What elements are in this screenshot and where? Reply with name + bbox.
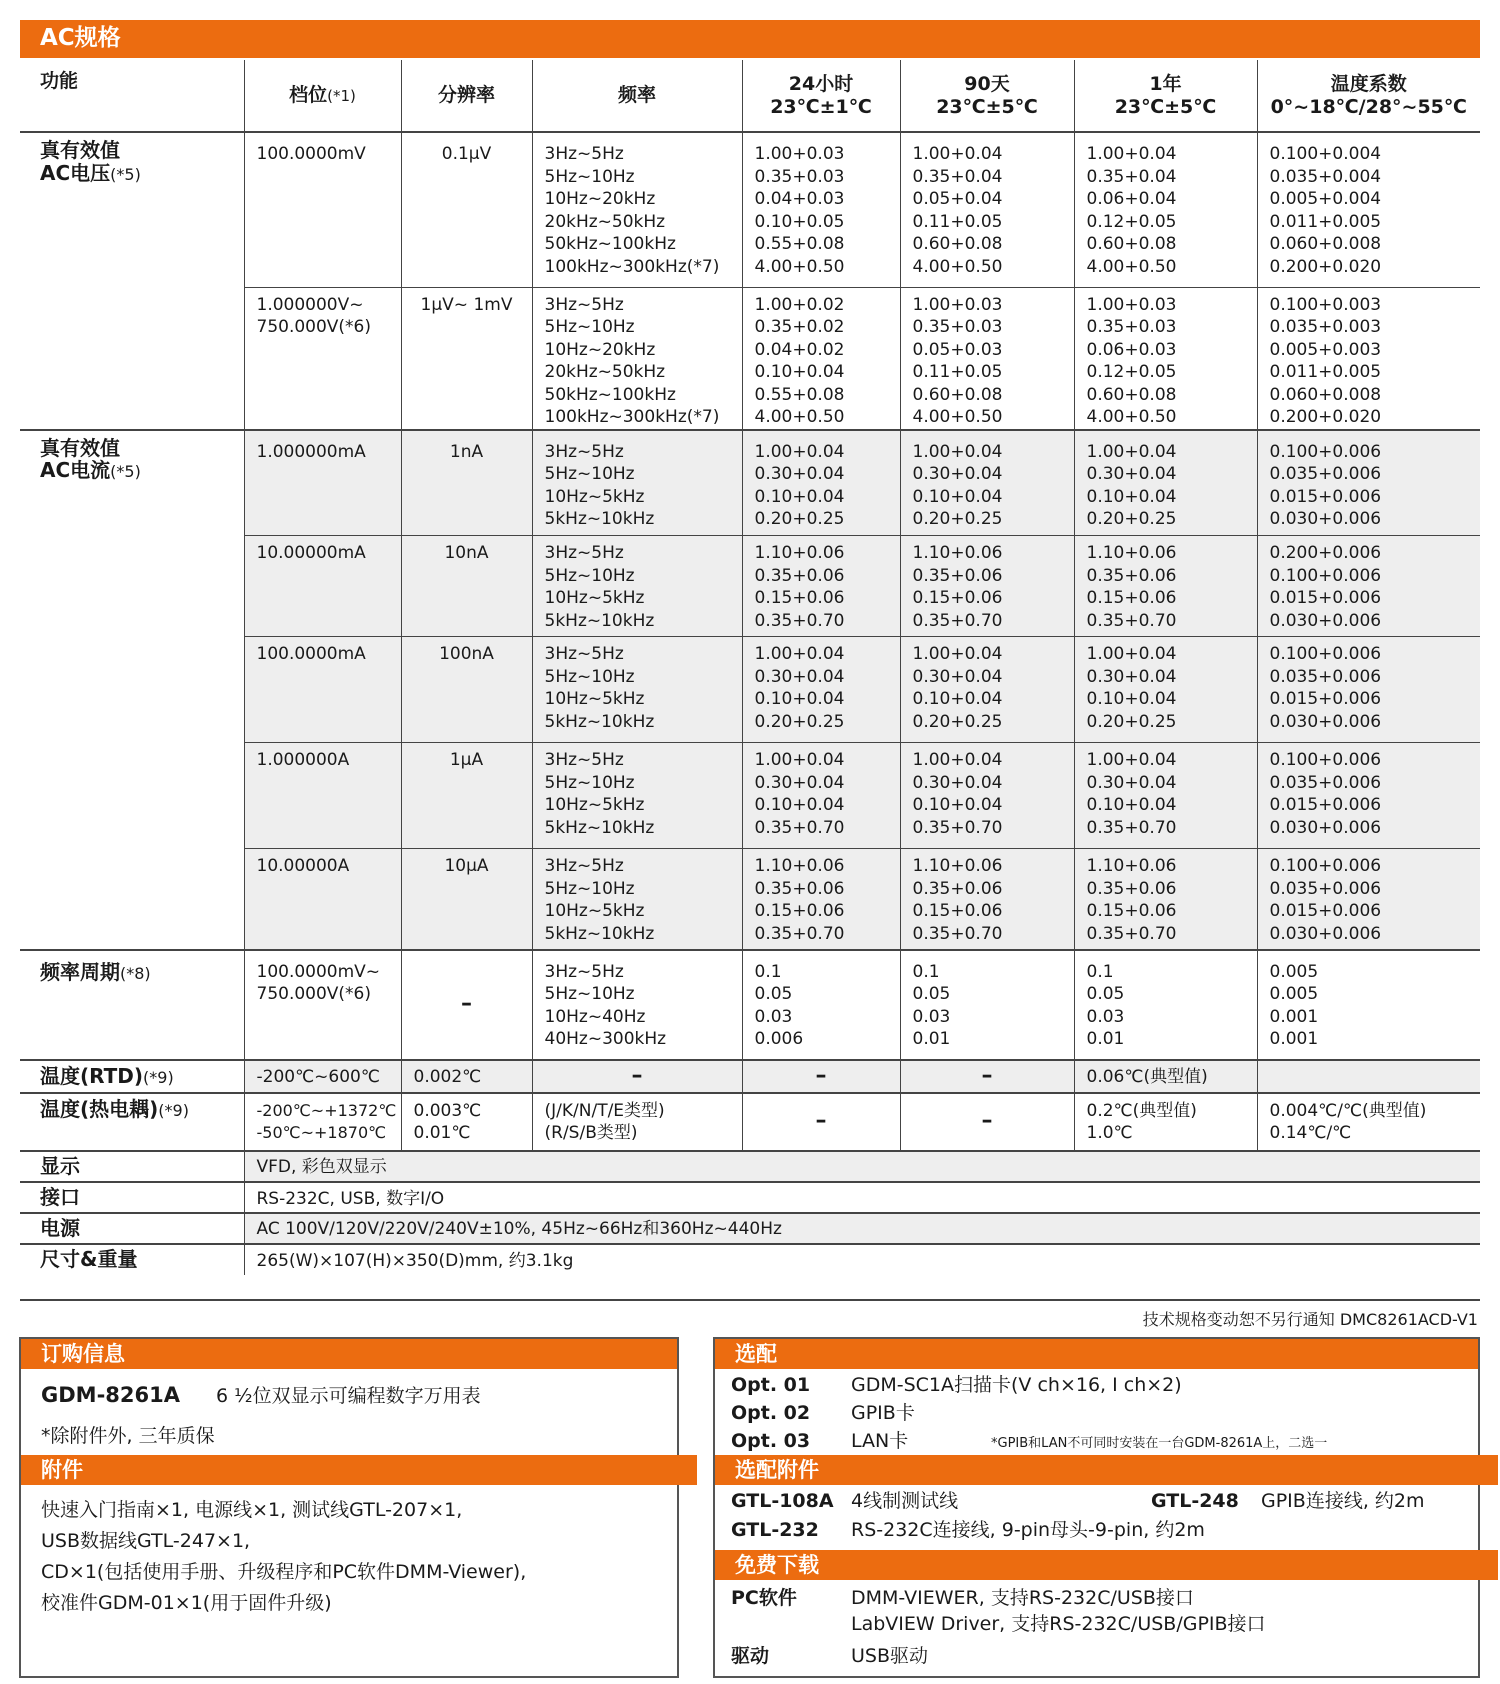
download-pc-lines (851, 1585, 1266, 1637)
options-list (731, 1371, 1471, 1458)
header-range-note: (*1) (327, 86, 356, 105)
cell-resolution: 0.003℃ 0.01℃ (401, 1093, 532, 1151)
cell-1y: 0.2℃(典型值) 1.0℃ (1074, 1093, 1257, 1151)
download-pc (731, 1585, 1471, 1637)
ac-spec-table (20, 60, 1480, 1275)
download-pc-line: DMM-VIEWER, 支持RS-232C/USB接口 (851, 1587, 1194, 1609)
cell-resolution: 0.002℃ (401, 1060, 532, 1093)
cell-24h: 1.00+0.04 0.30+0.04 0.10+0.04 0.35+0.70 (742, 743, 900, 849)
table-row (20, 1060, 1480, 1093)
func-freq-note: (*8) (120, 963, 151, 983)
cell-90d: 1.00+0.03 0.35+0.03 0.05+0.03 0.11+0.05 0.60+0.08 4.00+0.50 (900, 287, 1074, 430)
cell-resolution: 1μA (401, 743, 532, 849)
general-row-power (20, 1213, 1480, 1244)
cell-range: 1.000000mA (244, 430, 401, 536)
download-driver-label: 驱动 (731, 1645, 770, 1667)
cell-temp: 0.100+0.006 0.035+0.006 0.015+0.006 0.030+0.006 (1257, 743, 1480, 849)
cell-1y: 1.00+0.03 0.35+0.03 0.06+0.03 0.12+0.05 0.60+0.08 4.00+0.50 (1074, 287, 1257, 430)
general-row-display (20, 1151, 1480, 1182)
cell-range: 10.00000A (244, 849, 401, 950)
func-freq-period (20, 950, 244, 1060)
header-1y (1074, 60, 1257, 132)
download-list (731, 1585, 1471, 1669)
header-temp-l1: 温度系数 (1330, 73, 1407, 95)
func-aci-note: (*5) (110, 462, 141, 481)
header-90d (900, 60, 1074, 132)
general-label: 接口 (40, 1184, 80, 1209)
cell-24h: – (742, 1060, 900, 1093)
cell-range: 1.000000A (244, 743, 401, 849)
cell-resolution: 10nA (401, 536, 532, 637)
cell-temp: 0.100+0.006 0.035+0.006 0.015+0.006 0.030+0.006 (1257, 430, 1480, 536)
accessory-line: USB数据线GTL-247×1, (41, 1530, 251, 1552)
func-aci (20, 430, 244, 950)
cell-1y: 0.06℃(典型值) (1074, 1060, 1257, 1093)
cell-range: 10.00000mA (244, 536, 401, 637)
table-row (20, 430, 1480, 536)
option-desc: GDM-SC1A扫描卡(V ch×16, I ch×2) (851, 1374, 1182, 1396)
header-90d-l2: 23℃±5℃ (936, 95, 1038, 118)
opt-acc-title: 选配附件 (715, 1455, 1498, 1485)
header-frequency: 频率 (532, 60, 742, 132)
func-acv (20, 132, 244, 430)
cell-90d: 1.10+0.06 0.35+0.06 0.15+0.06 0.35+0.70 (900, 536, 1074, 637)
accessory-line: CD×1(包括使用手册、升级程序和PC软件DMM-Viewer), (41, 1561, 527, 1583)
cell-resolution: – (401, 950, 532, 1060)
func-rtd (20, 1060, 244, 1093)
header-1y-l1: 1年 (1149, 73, 1182, 95)
general-row-size (20, 1244, 1480, 1275)
options-title: 选配 (715, 1339, 1478, 1369)
table-row (20, 950, 1480, 1060)
order-model: GDM-8261A (41, 1383, 180, 1407)
func-aci-label: 真有效值 AC电流 (40, 435, 120, 482)
cell-1y: 1.00+0.04 0.30+0.04 0.10+0.04 0.20+0.25 (1074, 637, 1257, 743)
func-tc-label: 温度(热电耦) (40, 1096, 159, 1121)
general-value: AC 100V/120V/220V/240V±10%, 45Hz~66Hz和360Hz~440Hz (244, 1213, 1480, 1244)
ac-spec-title-bar (20, 20, 1480, 58)
download-driver (731, 1643, 1471, 1669)
cell-frequency: (J/K/N/T/E类型) (R/S/B类型) (532, 1093, 742, 1151)
cell-resolution: 10μA (401, 849, 532, 950)
header-90d-l1: 90天 (964, 73, 1010, 95)
ac-spec-title: AC规格 (40, 25, 121, 51)
opt-acc-code: GTL-108A (731, 1490, 834, 1512)
cell-temp: 0.100+0.006 0.035+0.006 0.015+0.006 0.030+0.006 (1257, 849, 1480, 950)
cell-temp (1257, 1060, 1480, 1093)
option-code: Opt. 02 (731, 1402, 811, 1424)
general-label: 尺寸&重量 (40, 1246, 138, 1271)
order-model-line (41, 1381, 481, 1408)
cell-90d: 1.00+0.04 0.30+0.04 0.10+0.04 0.20+0.25 (900, 430, 1074, 536)
header-range-label: 档位 (289, 83, 328, 106)
cell-temp: 0.100+0.004 0.035+0.004 0.005+0.004 0.011+0.005 0.060+0.008 0.200+0.020 (1257, 132, 1480, 287)
general-label: 显示 (20, 1151, 244, 1182)
download-pc-label: PC软件 (731, 1587, 797, 1609)
cell-frequency: 3Hz~5Hz 5Hz~10Hz 10Hz~5kHz 5kHz~10kHz (532, 743, 742, 849)
cell-90d: 0.1 0.05 0.03 0.01 (900, 950, 1074, 1060)
table-bottom-rule (20, 1299, 1480, 1301)
cell-frequency: – (532, 1060, 742, 1093)
order-warranty: *除附件外, 三年质保 (41, 1425, 215, 1447)
option-desc: GPIB卡 (851, 1402, 915, 1424)
cell-90d: 1.00+0.04 0.30+0.04 0.10+0.04 0.35+0.70 (900, 743, 1074, 849)
func-rtd-label: 温度(RTD) (40, 1063, 144, 1088)
option-code: Opt. 01 (731, 1374, 811, 1396)
header-temp-l2: 0°~18℃/28°~55℃ (1270, 95, 1467, 118)
download-driver-value: USB驱动 (851, 1645, 929, 1667)
cell-90d: 1.10+0.06 0.35+0.06 0.15+0.06 0.35+0.70 (900, 849, 1074, 950)
opt-acc-desc: 4线制测试线 (851, 1490, 959, 1512)
cell-24h: 0.1 0.05 0.03 0.006 (742, 950, 900, 1060)
order-info-title: 订购信息 (21, 1339, 677, 1369)
cell-1y: 1.10+0.06 0.35+0.06 0.15+0.06 0.35+0.70 (1074, 536, 1257, 637)
cell-24h: 1.10+0.06 0.35+0.06 0.15+0.06 0.35+0.70 (742, 536, 900, 637)
cell-90d: – (900, 1060, 1074, 1093)
cell-temp: 0.005 0.005 0.001 0.001 (1257, 950, 1480, 1060)
option-item (731, 1399, 1471, 1427)
cell-resolution: 0.1μV (401, 132, 532, 287)
cell-frequency: 3Hz~5Hz 5Hz~10Hz 10Hz~5kHz 5kHz~10kHz (532, 536, 742, 637)
cell-24h: – (742, 1093, 900, 1151)
cell-temp: 0.100+0.003 0.035+0.003 0.005+0.003 0.011+0.005 0.060+0.008 0.200+0.020 (1257, 287, 1480, 430)
download-pc-line: LabVIEW Driver, 支持RS-232C/USB/GPIB接口 (851, 1613, 1266, 1635)
general-value: 265(W)×107(H)×350(D)mm, 约3.1kg (244, 1244, 1480, 1275)
cell-range: -200℃~600℃ (244, 1060, 401, 1093)
func-acv-label: 真有效值 AC电压 (40, 138, 120, 185)
func-rtd-note: (*9) (143, 1067, 174, 1087)
header-row (20, 60, 1480, 132)
cell-frequency: 3Hz~5Hz 5Hz~10Hz 10Hz~20kHz 20kHz~50kHz 50kHz~100kHz 100kHz~300kHz(*7) (532, 287, 742, 430)
cell-resolution: 100nA (401, 637, 532, 743)
header-24h-l2: 23℃±1℃ (770, 95, 872, 118)
cell-resolution: 1μV~ 1mV (401, 287, 532, 430)
cell-frequency: 3Hz~5Hz 5Hz~10Hz 10Hz~5kHz 5kHz~10kHz (532, 849, 742, 950)
header-func: 功能 (40, 70, 79, 92)
opt-acc-list (731, 1487, 1471, 1545)
cell-24h: 1.00+0.04 0.30+0.04 0.10+0.04 0.20+0.25 (742, 430, 900, 536)
download-title: 免费下载 (715, 1550, 1498, 1580)
func-tc-note: (*9) (158, 1100, 189, 1120)
header-24h (742, 60, 900, 132)
general-label: 电源 (20, 1213, 244, 1244)
accessory-line: 快速入门指南×1, 电源线×1, 测试线GTL-207×1, (41, 1499, 463, 1521)
opt-acc-item (731, 1487, 1471, 1516)
order-info-box (19, 1337, 679, 1678)
opt-acc-desc: GPIB连接线, 约2m (1261, 1490, 1425, 1512)
header-temp-coef (1257, 60, 1480, 132)
accessories-list (41, 1495, 526, 1619)
general-row-interface (20, 1182, 1480, 1213)
opt-acc-code: GTL-248 (1151, 1490, 1239, 1512)
cell-24h: 1.00+0.03 0.35+0.03 0.04+0.03 0.10+0.05 0.55+0.08 4.00+0.50 (742, 132, 900, 287)
header-range (244, 60, 401, 132)
func-freq-label: 频率周期 (40, 959, 120, 984)
cell-frequency: 3Hz~5Hz 5Hz~10Hz 10Hz~5kHz 5kHz~10kHz (532, 637, 742, 743)
accessories-title: 附件 (21, 1455, 697, 1485)
order-desc: 6 ½位双显示可编程数字万用表 (216, 1385, 481, 1407)
cell-90d: 1.00+0.04 0.35+0.04 0.05+0.04 0.11+0.05 0.60+0.08 4.00+0.50 (900, 132, 1074, 287)
cell-temp: 0.200+0.006 0.100+0.006 0.015+0.006 0.030+0.006 (1257, 536, 1480, 637)
cell-1y: 1.00+0.04 0.30+0.04 0.10+0.04 0.35+0.70 (1074, 743, 1257, 849)
option-item (731, 1371, 1471, 1399)
cell-24h: 1.10+0.06 0.35+0.06 0.15+0.06 0.35+0.70 (742, 849, 900, 950)
options-box (713, 1337, 1480, 1678)
cell-1y: 1.00+0.04 0.35+0.04 0.06+0.04 0.12+0.05 0.60+0.08 4.00+0.50 (1074, 132, 1257, 287)
general-value: VFD, 彩色双显示 (244, 1151, 1480, 1182)
cell-frequency: 3Hz~5Hz 5Hz~10Hz 10Hz~20kHz 20kHz~50kHz 50kHz~100kHz 100kHz~300kHz(*7) (532, 132, 742, 287)
cell-range: 100.0000mV (244, 132, 401, 287)
spec-change-note: 技术规格变动恕不另行通知 DMC8261ACD-V1 (1142, 1310, 1478, 1329)
header-24h-l1: 24小时 (788, 73, 854, 95)
cell-resolution: 1nA (401, 430, 532, 536)
cell-range: -200℃~+1372℃ -50℃~+1870℃ (244, 1093, 401, 1151)
opt-acc-item (731, 1516, 1471, 1545)
option-note: *GPIB和LAN不可同时安装在一台GDM-8261A上，二选一 (991, 1436, 1328, 1451)
header-resolution: 分辨率 (401, 60, 532, 132)
accessory-line: 校准件GDM-01×1(用于固件升级) (41, 1592, 332, 1614)
cell-24h: 1.00+0.04 0.30+0.04 0.10+0.04 0.20+0.25 (742, 637, 900, 743)
cell-range: 100.0000mA (244, 637, 401, 743)
cell-1y: 1.00+0.04 0.30+0.04 0.10+0.04 0.20+0.25 (1074, 430, 1257, 536)
cell-1y: 1.10+0.06 0.35+0.06 0.15+0.06 0.35+0.70 (1074, 849, 1257, 950)
header-1y-l2: 23℃±5℃ (1114, 95, 1217, 118)
cell-1y: 0.1 0.05 0.03 0.01 (1074, 950, 1257, 1060)
opt-acc-code: GTL-232 (731, 1519, 819, 1541)
func-acv-note: (*5) (110, 164, 141, 184)
cell-90d: 1.00+0.04 0.30+0.04 0.10+0.04 0.20+0.25 (900, 637, 1074, 743)
cell-range: 100.0000mV~ 750.000V(*6) (244, 950, 401, 1060)
cell-temp: 0.004℃/℃(典型值) 0.14℃/℃ (1257, 1093, 1480, 1151)
option-item (731, 1427, 1471, 1458)
table-row (20, 132, 1480, 287)
func-thermocouple (20, 1093, 244, 1151)
cell-temp: 0.100+0.006 0.035+0.006 0.015+0.006 0.030+0.006 (1257, 637, 1480, 743)
opt-acc-desc: RS-232C连接线, 9-pin母头-9-pin, 约2m (851, 1519, 1205, 1541)
option-code: Opt. 03 (731, 1430, 811, 1452)
general-value: RS-232C, USB, 数字I/O (244, 1182, 1480, 1213)
cell-24h: 1.00+0.02 0.35+0.02 0.04+0.02 0.10+0.04 0.55+0.08 4.00+0.50 (742, 287, 900, 430)
option-desc: LAN卡 (851, 1430, 909, 1452)
cell-90d: – (900, 1093, 1074, 1151)
cell-frequency: 3Hz~5Hz 5Hz~10Hz 10Hz~5kHz 5kHz~10kHz (532, 430, 742, 536)
table-row (20, 1093, 1480, 1151)
cell-frequency: 3Hz~5Hz 5Hz~10Hz 10Hz~40Hz 40Hz~300kHz (532, 950, 742, 1060)
cell-range: 1.000000V~ 750.000V(*6) (244, 287, 401, 430)
